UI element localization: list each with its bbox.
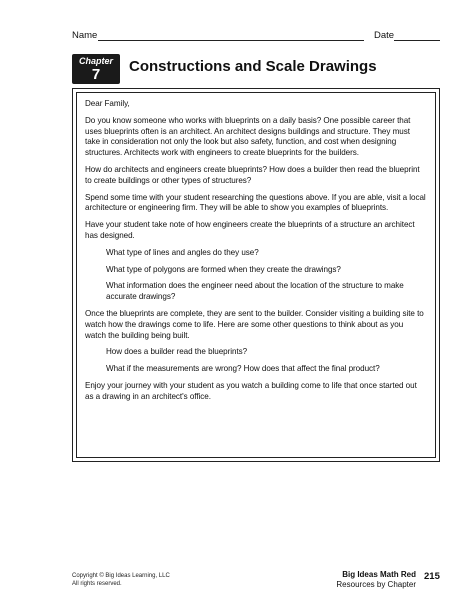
book-subtitle: Resources by Chapter [336, 579, 416, 589]
letter-paragraph: Dear Family, [85, 99, 130, 108]
letter-question: What type of polygons are formed when they create the drawings? [106, 264, 341, 274]
letter-frame [72, 88, 440, 462]
chapter-title: Constructions and Scale Drawings [129, 58, 377, 75]
rights-text: All rights reserved. [72, 581, 122, 587]
date-line[interactable] [394, 40, 440, 41]
copyright-block [72, 572, 170, 588]
chapter-word: Chapter [78, 56, 113, 66]
name-date-row [72, 30, 440, 44]
letter-paragraph: Spend some time with your student researching the questions above. If you are able, visit a local architecture or engineering firm. They will be able to show you examples of blueprints. [85, 192, 426, 213]
chapter-badge [72, 54, 120, 84]
chapter-number: 7 [91, 66, 101, 83]
name-label: Name [72, 30, 98, 41]
letter-question: What information does the engineer need about the location of the structure to make accurate drawings? [106, 281, 404, 302]
letter-question: What if the measurements are wrong? How does that affect the final product? [106, 364, 380, 374]
book-info [336, 570, 416, 589]
name-line[interactable] [98, 40, 364, 41]
copyright-text: Copyright © Big Ideas Learning, LLC [72, 573, 170, 579]
book-title: Big Ideas Math Red [342, 570, 416, 579]
letter-paragraph: Do you know someone who works with blueprints on a daily basis? One possible career that uses blueprints often is an architect. An architect designs buildings and structure. They must take in consideration not only the look but also safety, function, and cost when designing structures. Architects work with engineers to create blueprints for the builders. [85, 115, 411, 158]
letter-paragraph: Once the blueprints are complete, they are sent to the builder. Consider visiting a building site to watch how the drawings come to life. Here are some other questions to think about as you watch the building being built. [85, 308, 424, 340]
family-letter [76, 92, 436, 458]
letter-question: What type of lines and angles do they use? [106, 247, 259, 257]
letter-question: How does a builder read the blueprints? [106, 347, 248, 357]
date-label: Date [374, 30, 395, 41]
letter-paragraph: How do architects and engineers create blueprints? How does a builder then read the blueprint to create buildings or other types of structures? [85, 164, 420, 185]
page-number: 215 [424, 571, 440, 582]
letter-paragraph: Have your student take note of how engineers create the blueprints of a structure an architect has designed. [85, 220, 415, 240]
letter-paragraph: Enjoy your journey with your student as you watch a building come to life that once started out as a drawing in an architect's office. [85, 380, 417, 401]
